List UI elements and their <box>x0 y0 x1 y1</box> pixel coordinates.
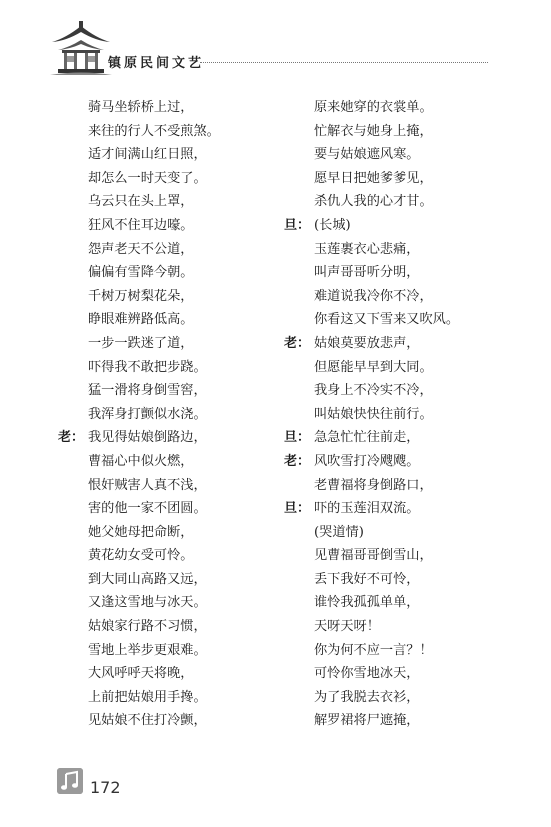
verse-line <box>284 308 514 332</box>
verse-line <box>58 544 288 568</box>
verse-line <box>284 285 514 309</box>
verse-line <box>284 214 514 238</box>
verse-line <box>58 285 288 309</box>
verse-line <box>284 120 514 144</box>
verse-line <box>284 686 514 710</box>
verse-line <box>284 497 514 521</box>
page-number: 172 <box>90 778 121 797</box>
verse-line <box>284 261 514 285</box>
verse-line <box>58 332 288 356</box>
verse-text: 适才间满山红日照， <box>88 147 207 163</box>
verse-line <box>58 686 288 710</box>
verse-line <box>284 662 514 686</box>
verse-line <box>284 379 514 403</box>
verse-line <box>58 379 288 403</box>
verse-text: 大风呼呼天将晚， <box>88 666 194 682</box>
verse-text: 狂风不住耳边嚎。 <box>88 217 194 233</box>
verse-text: 睁眼难辨路低高。 <box>88 312 194 328</box>
verse-text: 却怎么一时天变了。 <box>88 170 207 186</box>
verse-line <box>284 568 514 592</box>
verse-line <box>58 591 288 615</box>
verse-line <box>284 143 514 167</box>
verse-text: 见曹福哥哥倒雪山， <box>314 548 433 564</box>
verse-text: 我身上不冷实不冷， <box>314 383 433 399</box>
verse-line <box>284 544 514 568</box>
verse-line <box>58 238 288 262</box>
verse-text: 她父她母把命断， <box>88 524 194 540</box>
verse-text: 但愿能早早到大同。 <box>314 359 433 375</box>
verse-line <box>58 474 288 498</box>
verse-line <box>284 709 514 733</box>
right-text-column <box>284 96 514 733</box>
verse-line <box>58 450 288 474</box>
verse-line <box>284 426 514 450</box>
verse-line <box>58 639 288 663</box>
verse-line <box>284 167 514 191</box>
verse-line <box>58 143 288 167</box>
left-text-column <box>58 96 288 733</box>
verse-text: 谁怜我孤孤单单， <box>314 595 420 611</box>
verse-text: (长城) <box>314 217 351 233</box>
page-footer <box>0 760 551 820</box>
verse-line <box>284 190 514 214</box>
verse-text: 愿早日把她爹爹见， <box>314 170 433 186</box>
speaker-label: 旦： <box>284 430 311 446</box>
speaker-label: 旦： <box>284 501 311 517</box>
verse-line <box>58 190 288 214</box>
verse-text: 杀仇人我的心才甘。 <box>314 194 433 210</box>
speaker-label: 老： <box>58 430 85 446</box>
verse-text: 雪地上举步更艰难。 <box>88 642 207 658</box>
verse-line <box>284 96 514 120</box>
verse-line <box>58 308 288 332</box>
verse-text: 吓的玉莲泪双流。 <box>314 501 420 517</box>
verse-text: 叫声哥哥听分明， <box>314 265 420 281</box>
verse-text: 玉莲裹衣心悲痛， <box>314 241 420 257</box>
verse-text: 丢下我好不可怜， <box>314 571 420 587</box>
verse-text: 恨奸贼害人真不浅， <box>88 477 207 493</box>
verse-text: 吓得我不敢把步跷。 <box>88 359 207 375</box>
verse-line <box>58 356 288 380</box>
verse-text: 原来她穿的衣裳单。 <box>314 100 433 115</box>
verse-text: 一步一跌迷了道， <box>88 335 194 351</box>
verse-line <box>58 120 288 144</box>
verse-text: 你为何不应一言？！ <box>314 642 433 658</box>
verse-text: 千树万树梨花朵， <box>88 288 194 304</box>
verse-line <box>58 96 288 120</box>
verse-line <box>58 426 288 450</box>
verse-text: 到大同山高路又远， <box>88 571 207 587</box>
verse-text: 乌云只在头上罩， <box>88 194 194 210</box>
verse-line <box>58 403 288 427</box>
verse-text: 急急忙忙往前走， <box>314 430 420 446</box>
verse-line <box>58 167 288 191</box>
verse-line <box>284 474 514 498</box>
verse-line <box>58 615 288 639</box>
verse-line <box>284 639 514 663</box>
header-title: 镇原民间文艺 <box>108 56 205 71</box>
verse-text: 害的他一家不团圆。 <box>88 501 207 517</box>
verse-text: 可怜你雪地冰天， <box>314 666 420 682</box>
verse-line <box>58 521 288 545</box>
verse-text: 偏偏有雪降今朝。 <box>88 265 194 281</box>
verse-text: 老曹福将身倒路口， <box>314 477 433 493</box>
verse-text: 猛一滑将身倒雪窖， <box>88 383 207 399</box>
speaker-label: 旦： <box>284 217 311 233</box>
verse-line <box>284 521 514 545</box>
music-note-icon <box>57 768 83 794</box>
verse-text: 姑娘莫要放悲声， <box>314 335 420 351</box>
verse-line <box>58 709 288 733</box>
verse-text: 天呀天呀！ <box>314 619 380 635</box>
verse-text: 黄花幼女受可怜。 <box>88 548 194 564</box>
verse-text: 我见得姑娘倒路边， <box>88 430 207 446</box>
pavilion-logo-icon <box>50 20 112 76</box>
verse-text: 我浑身打颤似水浇。 <box>88 406 207 422</box>
verse-line <box>58 261 288 285</box>
verse-line <box>284 356 514 380</box>
verse-text: 姑娘家行路不习惯， <box>88 619 207 635</box>
verse-text: 曹福心中似火燃， <box>88 453 194 469</box>
verse-line <box>284 615 514 639</box>
verse-text: 叫姑娘快快往前行。 <box>314 406 433 422</box>
verse-line <box>284 450 514 474</box>
verse-text: 来往的行人不受煎煞。 <box>88 123 220 139</box>
verse-text: 难道说我冷你不冷， <box>314 288 433 304</box>
verse-text: 又逢这雪地与冰天。 <box>88 595 207 611</box>
verse-text: 怨声老天不公道， <box>88 241 194 257</box>
verse-line <box>58 662 288 686</box>
verse-line <box>58 214 288 238</box>
verse-text: 骑马坐轿桥上过， <box>88 100 194 115</box>
verse-text: 为了我脱去衣衫， <box>314 689 420 705</box>
verse-line <box>284 403 514 427</box>
verse-line <box>284 238 514 262</box>
verse-text: 你看这又下雪来又吹风。 <box>314 312 460 328</box>
verse-text: 要与姑娘遮风寒。 <box>314 147 420 163</box>
page-header <box>0 0 551 90</box>
verse-line <box>284 332 514 356</box>
verse-text: 忙解衣与她身上掩， <box>314 123 433 139</box>
verse-text: 解罗裙将尸遮掩， <box>314 713 420 729</box>
header-divider <box>200 62 488 63</box>
verse-text: 上前把姑娘用手搀。 <box>88 689 207 705</box>
speaker-label: 老： <box>284 335 311 351</box>
verse-line <box>284 591 514 615</box>
verse-text: (哭道情) <box>314 524 364 540</box>
verse-text: 见姑娘不住打冷颤， <box>88 713 207 729</box>
speaker-label: 老： <box>284 453 311 469</box>
verse-line <box>58 568 288 592</box>
verse-text: 风吹雪打冷飕飕。 <box>314 453 420 469</box>
verse-line <box>58 497 288 521</box>
